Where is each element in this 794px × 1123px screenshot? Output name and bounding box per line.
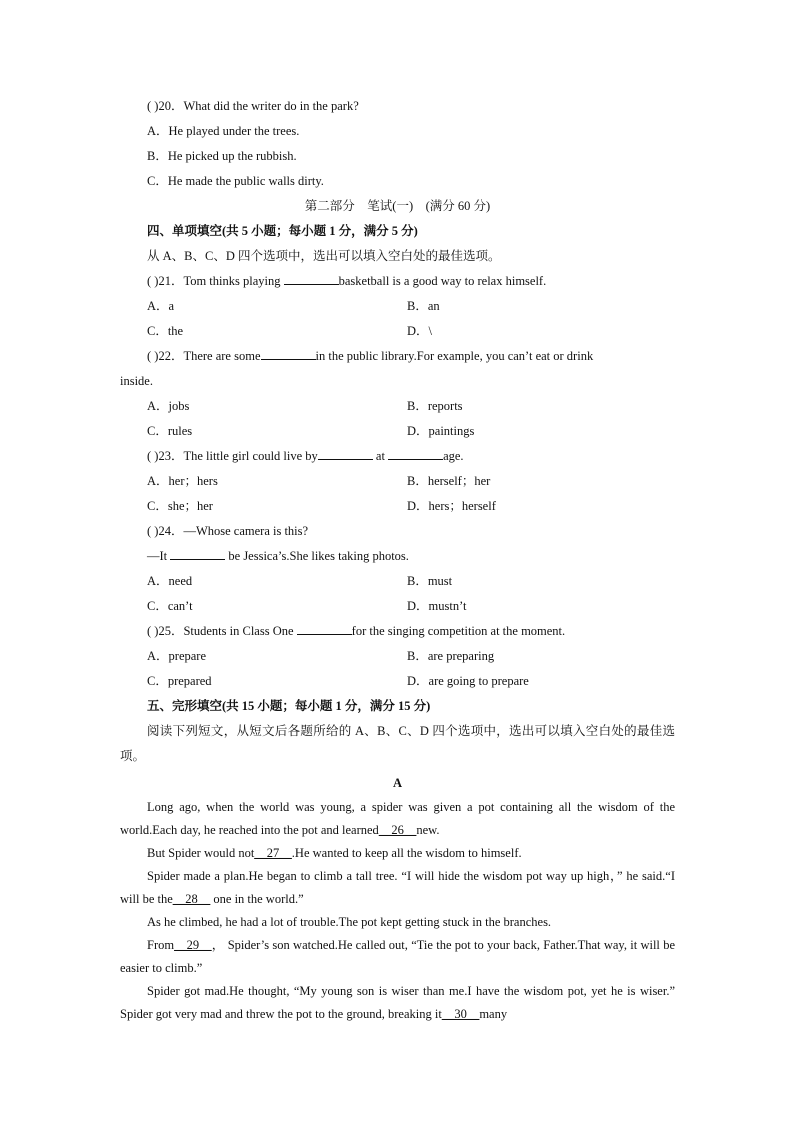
q25-options-row1 (120, 644, 675, 669)
q23-options-row2 (120, 494, 675, 519)
q23-blank-2 (388, 445, 443, 460)
q23-option-b: B．herself；her (407, 474, 491, 488)
q21-options-row2 (120, 319, 675, 344)
q24-dialogue: —It be Jessica’s.She likes taking photos. (120, 544, 675, 569)
q22-options-row2 (120, 419, 675, 444)
passage-paragraph-3: Spider made a plan.He began to climb a tall tree. “I will hide the wisdom pot way up high，” he said.“I will be the__28__ one in the world.” (120, 869, 675, 906)
passage-paragraph-5: From__29__， Spider’s son watched.He called out, “Tie the pot to your back, Father.That way, it will be easier to climb.” (120, 938, 675, 975)
q21-option-c: C．the (147, 324, 184, 338)
q22-stem: ( )22．There are some in the public library.For example, you can’t eat or drink (120, 344, 675, 369)
passage-paragraph-2: But Spider would not__27__.He wanted to keep all the wisdom to himself. (147, 846, 522, 860)
q24-option-b: B．must (407, 574, 453, 588)
q21-option-d: D．\ (407, 324, 433, 338)
q22-option-a: A．jobs (147, 399, 190, 413)
q23-option-a: A．her；hers (147, 474, 218, 488)
q25-option-a: A．prepare (147, 649, 206, 663)
q24-option-c: C．can’t (147, 599, 193, 613)
passage-paragraph-1: Long ago, when the world was young, a spider was given a pot containing all the wisdom of the world.Each day, he reached into the pot and learned__26__new. (120, 800, 675, 837)
blank-28: __28__ (172, 892, 211, 906)
q24-blank (170, 545, 225, 560)
q22-option-d: D．paintings (407, 424, 475, 438)
q24-options-row2 (120, 594, 675, 619)
q25-option-d: D．are going to prepare (407, 674, 529, 688)
q22-option-b: B．reports (407, 399, 463, 413)
q20-stem: ( )20．What did the writer do in the park? (147, 99, 359, 113)
q23-option-c: C．she；her (147, 499, 213, 513)
blank-30: __30__ (441, 1007, 480, 1021)
q24-option-d: D．mustn’t (407, 599, 467, 613)
q24-options-row1 (120, 569, 675, 594)
section4-heading: 四、单项填空(共 5 小题；每小题 1 分，满分 5 分) (147, 224, 418, 238)
q25-options-row2 (120, 669, 675, 694)
q23-stem: ( )23．The little girl could live by at age. (120, 444, 675, 469)
q22-options-row1 (120, 394, 675, 419)
section5-heading: 五、完形填空(共 15 小题；每小题 1 分，满分 15 分) (147, 699, 431, 713)
q25-option-b: B．are preparing (407, 649, 495, 663)
q21-stem: ( )21．Tom thinks playing basketball is a good way to relax himself. (120, 269, 675, 294)
q21-option-b: B．an (407, 299, 440, 313)
passage-paragraph-6: Spider got mad.He thought, “My young son is wiser than me.I have the wisdom pot, yet he is wiser.” Spider got very mad and threw the pot to the ground, breaking it__30__many (120, 984, 675, 1021)
q25-option-c: C．prepared (147, 674, 212, 688)
q21-blank (284, 270, 339, 285)
passage-label: A (392, 776, 403, 790)
q23-option-d: D．hers；herself (407, 499, 496, 513)
q22-blank (261, 345, 316, 360)
q21-option-a: A．a (147, 299, 175, 313)
q24-stem: ( )24．—Whose camera is this? (147, 524, 309, 538)
q21-options-row1 (120, 294, 675, 319)
blank-26: __26__ (378, 823, 417, 837)
blank-29: __29__ (174, 938, 212, 952)
q20-option-b: B．He picked up the rubbish. (147, 149, 297, 163)
exam-page (120, 94, 675, 1026)
q22-stem-cont: inside. (120, 374, 153, 388)
q24-option-a: A．need (147, 574, 193, 588)
q23-blank-1 (318, 445, 373, 460)
q25-stem: ( )25．Students in Class One for the singing competition at the moment. (120, 619, 675, 644)
q20-option-c: C．He made the public walls dirty. (147, 174, 324, 188)
section5-instruction: 阅读下列短文，从短文后各题所给的 A、B、C、D 四个选项中，选出可以填入空白处的最佳选项。 (120, 724, 675, 763)
section4-instruction: 从 A、B、C、D 四个选项中，选出可以填入空白处的最佳选项。 (147, 249, 501, 263)
q22-option-c: C．rules (147, 424, 193, 438)
part-title: 第二部分 笔试(一) (满分 60 分) (304, 199, 491, 213)
passage-paragraph-4: As he climbed, he had a lot of trouble.The pot kept getting stuck in the branches. (147, 915, 552, 929)
q23-options-row1 (120, 469, 675, 494)
q25-blank (297, 620, 352, 635)
q20-option-a: A．He played under the trees. (147, 124, 300, 138)
blank-27: __27__ (254, 846, 292, 860)
